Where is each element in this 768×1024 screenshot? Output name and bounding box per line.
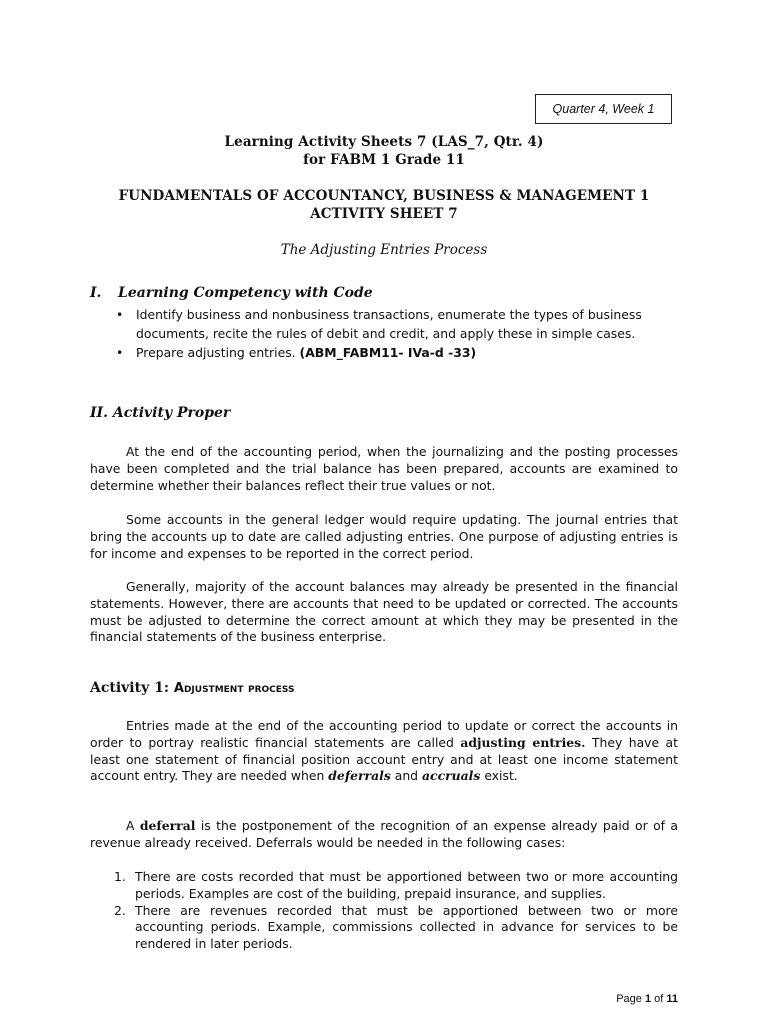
competency-item xyxy=(116,305,676,343)
title-line-3: FUNDAMENTALS OF ACCOUNTANCY, BUSINESS & MANAGEMENT 1 xyxy=(118,188,650,204)
activity-1-label: Activity 1: xyxy=(90,680,174,696)
section-1-number: I. xyxy=(90,285,102,301)
competency-text: Prepare adjusting entries. xyxy=(136,345,300,360)
paragraph: Some accounts in the general ledger would require updating. The journal entries that bring the accounts up to date are called adjusting entries. One purpose of adjusting entries is for income and expenses to be reported in the correct period. xyxy=(90,512,678,561)
activity-1-heading xyxy=(90,680,295,696)
activity-1-title: Adjustment process xyxy=(173,681,295,696)
competency-list xyxy=(116,305,676,362)
paragraph: Entries made at the end of the accounting period to update or correct the accounts in order to portray realistic financial statements are called adjusting entries. They have at least one statement of financial position account entry and at least one income statement account entry. They are needed when deferrals and accruals exist. xyxy=(90,718,679,784)
paragraph: At the end of the accounting period, when the journalizing and the posting processes have been completed and the trial balance has been prepared, accounts are examined to determine whether their balances reflect their true values or not. xyxy=(90,444,678,493)
title-line-1: Learning Activity Sheets 7 (LAS_7, Qtr. 4) xyxy=(224,134,544,150)
competency-item xyxy=(116,343,676,362)
paragraph: A deferral is the postponement of the recognition of an expense already paid or of a revenue already received. Deferrals would be needed in the following cases: xyxy=(90,818,679,850)
title-line-2: for FABM 1 Grade 11 xyxy=(303,152,465,168)
list-item: 1. There are costs recorded that must be apportioned between two or more accounting periods. Examples are cost of the building, prepaid insurance, and supplies. xyxy=(114,869,678,901)
competency-text: Identify business and nonbusiness transactions, enumerate the types of business documents, recite the rules of debit and credit, and apply these in simple cases. xyxy=(136,307,642,341)
section-1-title: Learning Competency with Code xyxy=(118,285,373,301)
title-line-4: ACTIVITY SHEET 7 xyxy=(310,206,458,222)
quarter-week-label: Quarter 4, Week 1 xyxy=(535,94,672,124)
paragraph: Generally, majority of the account balances may already be presented in the financial statements. However, there are accounts that need to be updated or corrected. The accounts must be adjusted to determine the correct amount at which they may be presented in the financial statements of the business enterprise. xyxy=(90,579,678,645)
list-item: 2. There are revenues recorded that must be apportioned between two or more accounting periods. Example, commissions collected in advance for services to be rendered in later periods. xyxy=(114,902,678,952)
page-number: Page 1 of 11 xyxy=(616,993,678,1005)
section-2-heading: II. Activity Proper xyxy=(90,405,231,421)
page-subtitle: The Adjusting Entries Process xyxy=(280,242,488,258)
section-1-heading xyxy=(90,285,373,301)
competency-code: (ABM_FABM11- IVa-d -33) xyxy=(299,345,477,360)
deferral-cases-list xyxy=(114,869,678,953)
